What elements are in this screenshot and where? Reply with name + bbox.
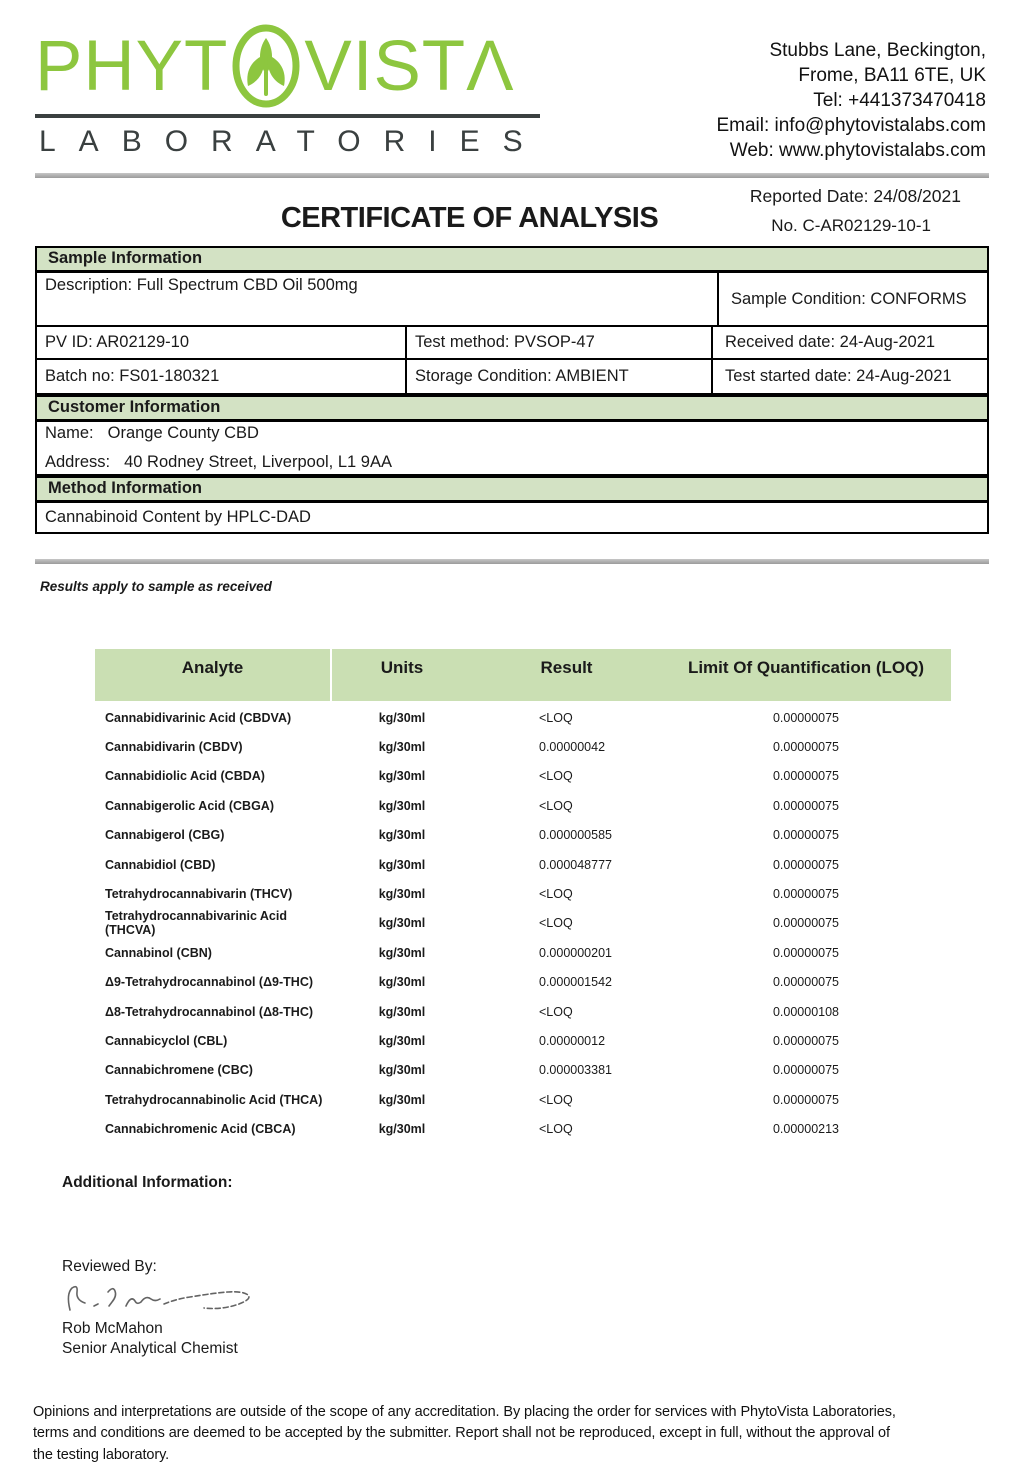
contact-address-line2: Frome, BA11 6TE, UK (798, 65, 986, 86)
cell-result: <LOQ (539, 798, 573, 813)
report-number: No. C-AR02129-10-1 (771, 216, 931, 235)
reviewed-by-label: Reviewed By: (62, 1257, 157, 1275)
cell-analyte: Δ9-Tetrahydrocannabinol (Δ9-THC) (105, 975, 314, 990)
table-row (95, 1026, 951, 1055)
table-row (95, 1085, 951, 1114)
cell-units: kg/30ml (378, 887, 426, 902)
sample-batch-no: Batch no: FS01-180321 (37, 360, 407, 393)
reviewer-name: Rob McMahon (62, 1319, 163, 1337)
reviewer-signature (60, 1278, 260, 1318)
cell-loq: 0.00000075 (772, 975, 840, 990)
cell-analyte: Cannabidivarinic Acid (CBDVA) (105, 710, 292, 725)
header-units: Units (380, 658, 424, 677)
table-row (95, 968, 951, 997)
table-row (95, 938, 951, 967)
cell-result: <LOQ (539, 769, 573, 784)
logo-text-left: PHYT (35, 26, 229, 106)
sample-test-started-date: Test started date: 24-Aug-2021 (725, 367, 952, 385)
section-divider-rule (35, 559, 989, 564)
lab-contact-info (716, 24, 986, 163)
method-description: Cannabinoid Content by HPLC-DAD (45, 508, 311, 526)
cell-result: 0.000001542 (539, 975, 612, 990)
signoff-block (62, 1258, 1024, 1358)
table-row (95, 762, 951, 791)
cell-units: kg/30ml (378, 945, 426, 960)
cell-analyte: Cannabidiolic Acid (CBDA) (105, 769, 265, 784)
cell-result: <LOQ (539, 1122, 573, 1137)
disclaimer-line2: terms and conditions are deemed to be accepted by the submitter. Report shall not be reproduced, except in full, without the approval of (33, 1425, 890, 1442)
method-information-header: Method Information (35, 476, 989, 503)
sample-information-header: Sample Information (35, 246, 989, 273)
logo-text-right: VISTΛ (304, 26, 515, 106)
cell-loq: 0.00000075 (772, 857, 840, 872)
sample-test-method: Test method: PVSOP-47 (407, 327, 713, 358)
cell-result: <LOQ (539, 710, 573, 725)
phytovista-logo (35, 24, 546, 163)
leaf-icon (230, 24, 302, 108)
cell-result: <LOQ (539, 887, 573, 902)
contact-email: Email: info@phytovistalabs.com (716, 115, 986, 136)
cell-units: kg/30ml (378, 1033, 426, 1048)
reported-date: Reported Date: 24/08/2021 (749, 186, 961, 206)
cell-analyte: Cannabichromenic Acid (CBCA) (105, 1122, 296, 1137)
table-row (95, 732, 951, 761)
customer-name-label: Name: (45, 424, 94, 442)
customer-name-value: Orange County CBD (107, 424, 259, 442)
cell-result: <LOQ (539, 1092, 573, 1107)
cell-result: 0.00000042 (539, 740, 606, 755)
results-table (95, 649, 951, 1144)
cell-analyte: Tetrahydrocannabivarin (THCV) (105, 887, 293, 902)
cell-result: 0.000000201 (539, 945, 612, 960)
sample-row-batch (37, 360, 987, 393)
cell-loq: 0.00000075 (772, 769, 840, 784)
title-block (35, 178, 989, 246)
cell-analyte: Cannabicyclol (CBL) (105, 1033, 228, 1048)
page-title: CERTIFICATE OF ANALYSIS (280, 202, 659, 234)
sample-information-section (35, 246, 989, 534)
sample-row-ids (37, 327, 987, 360)
logo-divider (35, 114, 540, 118)
sample-pv-id: PV ID: AR02129-10 (37, 327, 407, 358)
cell-units: kg/30ml (378, 857, 426, 872)
cell-analyte: Cannabigerol (CBG) (105, 828, 225, 843)
contact-address-line1: Stubbs Lane, Beckington, (769, 40, 986, 61)
cell-units: kg/30ml (378, 975, 426, 990)
cell-result: <LOQ (539, 1004, 573, 1019)
table-row (95, 909, 951, 938)
additional-information-label: Additional Information: (62, 1173, 233, 1191)
cell-result: 0.00000012 (539, 1033, 606, 1048)
cell-loq: 0.00000213 (772, 1122, 840, 1137)
footer-disclaimer (33, 1402, 1024, 1466)
results-note: Results apply to sample as received (40, 579, 272, 594)
cell-loq: 0.00000075 (772, 798, 840, 813)
cell-units: kg/30ml (378, 769, 426, 784)
header-analyte: Analyte (95, 649, 332, 701)
contact-phone: Tel: +441373470418 (813, 90, 986, 111)
customer-information-header: Customer Information (35, 395, 989, 422)
cell-units: kg/30ml (378, 916, 426, 931)
contact-web: Web: www.phytovistalabs.com (729, 140, 986, 161)
cell-loq: 0.00000075 (772, 1092, 840, 1107)
disclaimer-line1: Opinions and interpretations are outside of the scope of any accreditation. By placing the order for services with PhytoVista Laboratories, (33, 1403, 896, 1420)
customer-address-label: Address: (45, 453, 111, 471)
cell-units: kg/30ml (378, 1063, 426, 1078)
header-result: Result (540, 658, 593, 677)
cell-loq: 0.00000075 (772, 916, 840, 931)
customer-address-value: 40 Rodney Street, Liverpool, L1 9AA (124, 453, 392, 471)
table-row (95, 879, 951, 908)
results-table-header (95, 649, 951, 701)
cell-loq: 0.00000075 (772, 945, 840, 960)
sample-storage-condition: Storage Condition: AMBIENT (407, 360, 713, 393)
cell-analyte: Cannabidivarin (CBDV) (105, 740, 243, 755)
table-row (95, 1114, 951, 1143)
cell-loq: 0.00000075 (772, 1063, 840, 1078)
cell-units: kg/30ml (378, 1122, 426, 1137)
table-row (95, 1056, 951, 1085)
cell-analyte: Cannabichromene (CBC) (105, 1063, 253, 1078)
cell-loq: 0.00000108 (772, 1004, 840, 1019)
cell-loq: 0.00000075 (772, 740, 840, 755)
cell-analyte: Δ8-Tetrahydrocannabinol (Δ8-THC) (105, 1004, 314, 1019)
cell-analyte: Cannabigerolic Acid (CBGA) (105, 798, 274, 813)
cell-analyte: Cannabinol (CBN) (105, 945, 212, 960)
sample-received-date: Received date: 24-Aug-2021 (725, 333, 936, 351)
cell-units: kg/30ml (378, 828, 426, 843)
disclaimer-line3: the testing laboratory. (33, 1446, 170, 1463)
cell-units: kg/30ml (378, 1092, 426, 1107)
sample-information-box (35, 273, 989, 395)
method-information-box (35, 503, 989, 534)
cell-loq: 0.00000075 (772, 710, 840, 725)
cell-analyte: Tetrahydrocannabivarinic Acid (THCVA) (105, 909, 287, 938)
page-header (0, 0, 1024, 163)
logo-subtitle: LABORATORIES (39, 125, 546, 158)
customer-address-line (45, 453, 979, 472)
sample-description: Description: Full Spectrum CBD Oil 500mg (37, 273, 719, 325)
reviewer-title: Senior Analytical Chemist (62, 1339, 238, 1357)
sample-row-description (37, 273, 987, 327)
cell-result: 0.000003381 (539, 1063, 612, 1078)
cell-units: kg/30ml (378, 1004, 426, 1019)
table-row (95, 997, 951, 1026)
logo-wordmark (35, 24, 540, 108)
cell-analyte: Cannabidiol (CBD) (105, 857, 216, 872)
customer-information-box (35, 422, 989, 476)
cell-units: kg/30ml (378, 798, 426, 813)
table-row (95, 791, 951, 820)
header-loq: Limit Of Quantification (LOQ) (687, 658, 925, 677)
cell-analyte: Tetrahydrocannabinolic Acid (THCA) (105, 1092, 323, 1107)
table-row (95, 703, 951, 732)
cell-loq: 0.00000075 (772, 828, 840, 843)
cell-result: 0.000048777 (539, 857, 612, 872)
cell-loq: 0.00000075 (772, 887, 840, 902)
results-table-body (95, 703, 951, 1144)
cell-units: kg/30ml (378, 710, 426, 725)
cell-result: 0.000000585 (539, 828, 612, 843)
cell-units: kg/30ml (378, 740, 426, 755)
table-row (95, 850, 951, 879)
sample-condition: Sample Condition: CONFORMS (731, 289, 967, 308)
cell-loq: 0.00000075 (772, 1033, 840, 1048)
customer-name-line (45, 424, 979, 443)
table-row (95, 821, 951, 850)
cell-result: <LOQ (539, 916, 573, 931)
